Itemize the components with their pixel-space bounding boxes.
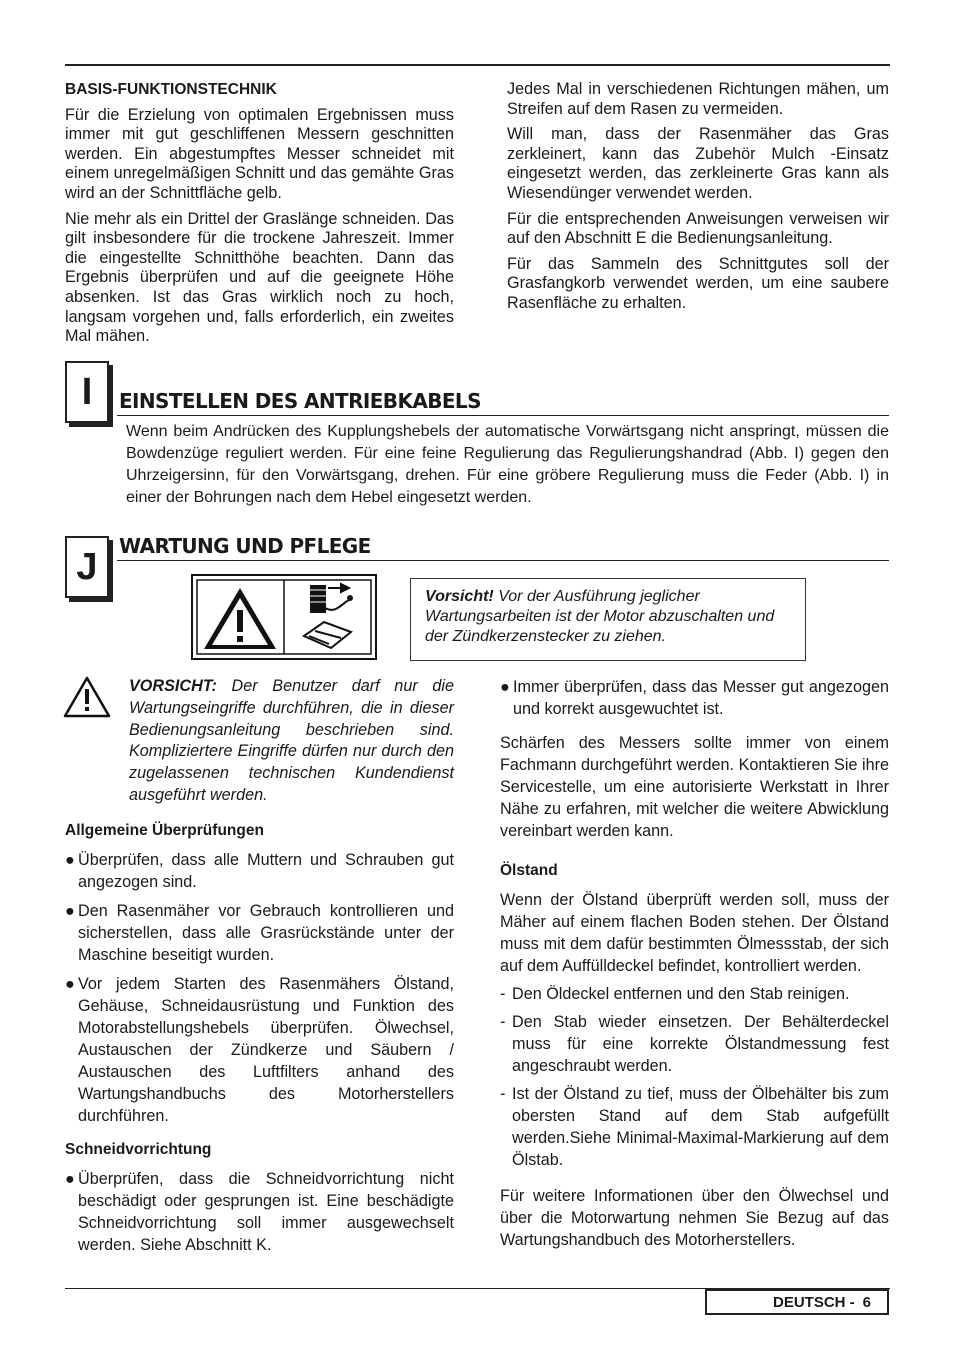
oil-paragraph: Wenn der Ölstand überprüft werden soll, muss der Mäher auf einem flachen Boden stehen. Der Ölstand muss mit dem dafür bestimmten Ölmessstab, der sich auf dem Auffülldeckel befindet, kontrolliert werden. (500, 891, 889, 975)
basis-right-paragraph: Will man, dass der Rasenmäher das Gras zerkleinert, kann das Zubehör Mulch -Einsatz eingesetzt werden, das zerkleinerte Gras kann als Wiesendünger verwendet werden. (507, 125, 889, 202)
dash-marker: - (500, 1085, 506, 1103)
basis-left-paragraph: Nie mehr als ein Drittel der Graslänge schneiden. Das gilt insbesondere für die trockene Jahreszeit. Immer die eingestellte Schnitthöhe beachten. Dann das Ergebnis überprüfen und auf die geeignete Höhe absenken. Ist das Gras wirklich noch zu hoch, langsam vorgehen und, falls erforderlich, ein zweites Mal mähen. (65, 209, 454, 346)
caution-paragraph (129, 676, 454, 807)
basis-right-paragraph: Für die entsprechenden Anweisungen verweisen wir auf den Abschnitt E die Bedienungsanleitung. (507, 209, 889, 248)
section-j-title: WARTUNG UND PFLEGE (119, 534, 371, 558)
oil-level-heading: Ölstand (500, 862, 558, 879)
maintenance-left-column (65, 820, 454, 1263)
list-item (65, 900, 454, 966)
footer-language: DEUTSCH - (772, 1293, 855, 1311)
notice-box (410, 578, 806, 661)
oil-step-text: Ist der Ölstand zu tief, muss der Ölbehälter bis zum obersten Stand auf dem Stab aufgefüllt werden.Siehe Minimal-Maximal-Markierung auf dem Ölstab. (512, 1085, 889, 1169)
dash-marker: - (500, 1013, 506, 1031)
basis-right-paragraph: Jedes Mal in verschiedenen Richtungen mähen, um Streifen auf dem Rasen zu vermeiden. (507, 80, 889, 118)
oil-step (500, 1083, 889, 1171)
section-j-rule (117, 560, 889, 561)
list-item-text: Überprüfen, dass die Schneidvorrichtung nicht beschädigt oder gesprungen ist. Eine beschädigte Schneidvorrichtung soll immer ausgewechselt werden. Siehe Abschnitt K. (78, 1170, 454, 1254)
list-item (65, 849, 454, 893)
section-i-rule (117, 415, 889, 416)
oil-step-text: Den Öldeckel entfernen und den Stab reinigen. (512, 985, 850, 1003)
list-item (65, 1168, 454, 1256)
maintenance-right-column (500, 676, 889, 1257)
bullet-icon: ● (65, 902, 75, 920)
bullet-icon: ● (500, 678, 510, 696)
caution-triangle-icon (63, 675, 111, 719)
section-i-letter-box (65, 361, 109, 423)
general-checks-heading: Allgemeine Überprüfungen (65, 822, 264, 839)
cutting-device-heading: Schneidvorrichtung (65, 1141, 212, 1158)
footer-page-label (705, 1289, 889, 1315)
sharpen-paragraph: Schärfen des Messers sollte immer von einem Fachmann durchgeführt werden. Kontaktieren Sie ihre Servicestelle, um eine autorisierte Werkstatt in Ihrer Nähe zu erfahren, mit welcher die weitere Abwicklung vereinbart werden kann. (500, 734, 889, 840)
basis-left-column (65, 80, 454, 353)
list-item-text: Vor jedem Starten des Rasenmähers Ölstand, Gehäuse, Schneidausrüstung und Funktion des Motorabstellungshebels überprüfen. Ölwechsel, Austauschen der Zündkerze und Säubern / Austauschen des Luftfilters anhand des Wartungshandbuchs des Motorherstellers durchführen. (78, 975, 454, 1125)
caution-text: Der Benutzer darf nur die Wartungseingriffe durchführen, die in dieser Bedienungsanleitung beschrieben sind. Kompliziertere Eingriffe dürfen nur durch den zugelassenen technischen Kundendienst ausgeführt werden. (129, 677, 454, 804)
bullet-icon: ● (65, 975, 75, 993)
dash-marker: - (500, 985, 506, 1003)
warning-pictogram (191, 574, 377, 660)
list-item (500, 676, 889, 720)
basis-left-paragraph: Für die Erzielung von optimalen Ergebnissen muss immer mit gut geschliffenen Messern geschnitten werden. Ein abgestumpftes Messer schneidet mit einem unregelmäßigen Schnitt und das gemähte Gras wird an der Schnittfläche gelb. (65, 105, 454, 202)
list-item-text: Den Rasenmäher vor Gebrauch kontrollieren und sicherstellen, dass alle Grasrückstände unter der Maschine beseitigt wurden. (78, 902, 454, 964)
notice-label: Vorsicht! (425, 588, 494, 605)
section-i-title: EINSTELLEN DES ANTRIEBKABELS (119, 389, 481, 413)
list-item (65, 973, 454, 1127)
basis-right-paragraph: Für das Sammeln des Schnittgutes soll der Grasfangkorb verwendet werden, um eine saubere Rasenfläche zu erhalten. (507, 254, 889, 312)
section-i-text: Wenn beim Andrücken des Kupplungshebels der automatische Vorwärtsgang nicht anspringt, müssen die Bowdenzüge reguliert werden. Für eine feine Regulierung das Regulierungshandrad (Abb. I) gegen den Uhrzeigersinn, für den Vorwärtsgang, drehen. Für eine gröbere Regulierung muss die Feder (Abb. I) in einer der Bohrungen nach dem Hebel eingesetzt werden. (126, 423, 889, 506)
caution-label: VORSICHT: (129, 677, 217, 695)
bullet-icon: ● (65, 851, 75, 869)
final-paragraph: Für weitere Informationen über den Ölwechsel und über die Motorwartung nehmen Sie Bezug auf das Wartungshandbuch des Motorherstellers. (500, 1187, 889, 1249)
top-rule (65, 64, 890, 66)
page-number: 6 (862, 1293, 871, 1311)
basis-right-column (507, 80, 889, 320)
oil-step (500, 1011, 889, 1077)
list-item-text: Immer überprüfen, dass das Messer gut angezogen und korrekt ausgewuchtet ist. (513, 678, 889, 718)
section-j-letter: J (76, 545, 98, 588)
oil-step (500, 983, 889, 1005)
basis-heading: BASIS-FUNKTIONSTECHNIK (65, 81, 277, 98)
oil-step-text: Den Stab wieder einsetzen. Der Behälterdeckel muss für eine korrekte Ölstandmessung fest angeschraubt werden. (512, 1013, 889, 1075)
section-i-letter: I (81, 370, 93, 413)
bullet-icon: ● (65, 1170, 75, 1188)
section-j-letter-box (65, 536, 109, 598)
list-item-text: Überprüfen, dass alle Muttern und Schrauben gut angezogen sind. (78, 851, 454, 891)
notice-text: Vor der Ausführung jeglicher Wartungsarbeiten ist der Motor abzuschalten und der Zündkerzenstecker zu ziehen. (425, 588, 775, 645)
